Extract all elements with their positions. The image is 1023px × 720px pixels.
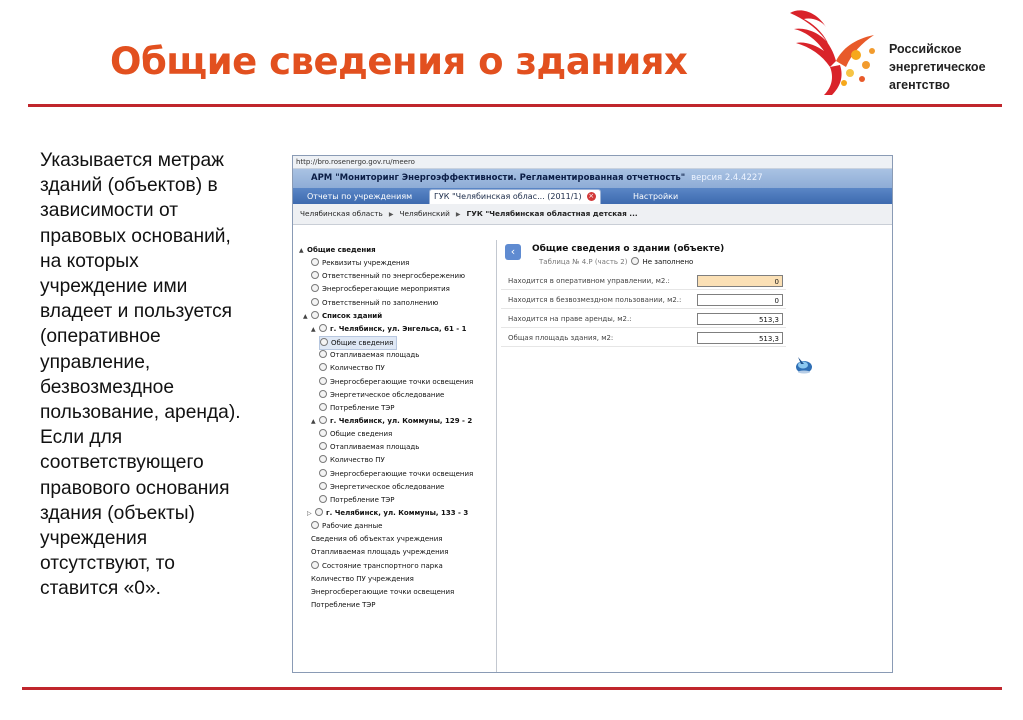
status-radio-icon	[315, 508, 323, 516]
status-radio-icon	[319, 324, 327, 332]
tree-item[interactable]	[311, 415, 472, 427]
status-radio-icon	[319, 455, 327, 463]
status-badge: Не заполнено	[642, 258, 694, 266]
tree-item-label: Энергосберегающие точки освещения	[330, 377, 474, 386]
field-label: Находится в безвозмездном пользовании, м2.:	[508, 296, 682, 304]
breadcrumb-item[interactable]: Челябинский	[399, 209, 450, 218]
tree-item-label: Энергосберегающие точки освещения	[330, 469, 474, 478]
status-radio-icon	[311, 284, 319, 292]
tree-item[interactable]	[307, 507, 468, 519]
tree-item-label: Потребление ТЭР	[330, 403, 395, 412]
tree-item[interactable]	[319, 454, 385, 466]
cursor-pin-icon	[795, 355, 813, 375]
breadcrumb-arrow-icon: ▶	[388, 211, 394, 218]
tree-item[interactable]	[311, 257, 409, 269]
tree-item-label: г. Челябинск, ул. Коммуны, 129 - 2	[330, 416, 473, 425]
logo-line: агентство	[889, 78, 950, 92]
breadcrumb-item[interactable]: Челябинская область	[300, 209, 383, 218]
field-row	[501, 312, 786, 328]
tree-item[interactable]	[311, 270, 465, 282]
tree-item-label: Ответственный по энергосбережению	[322, 272, 465, 281]
app-version: версия 2.4.4227	[691, 173, 763, 183]
logo-line: энергетическое	[889, 60, 986, 74]
tab-institution[interactable]	[429, 189, 601, 205]
description-line: отсутствуют, то	[40, 553, 175, 575]
tree-item-label: Количество ПУ	[330, 456, 385, 465]
tree-item-label: Отапливаемая площадь	[330, 351, 420, 360]
breadcrumb	[293, 204, 892, 225]
table-number: Таблица № 4.Р (часть 2)	[539, 258, 628, 266]
tree-item-label: Энергосберегающие мероприятия	[322, 285, 450, 294]
operational-management-field[interactable]: 0	[697, 275, 783, 287]
total-area-field[interactable]: 513,3	[697, 332, 783, 344]
tree-item[interactable]	[319, 481, 444, 493]
tree-item[interactable]	[319, 428, 392, 440]
field-row	[501, 331, 786, 347]
chevron-left-icon: ‹	[510, 245, 516, 258]
tree-item[interactable]	[319, 389, 444, 401]
status-radio-icon	[319, 429, 327, 437]
field-label: Находится в оперативном управлении, м2.:	[508, 277, 670, 285]
field-label: Общая площадь здания, м2:	[508, 334, 614, 342]
tree-item-label: Реквизиты учреждения	[322, 259, 410, 268]
tree-item[interactable]	[319, 362, 385, 374]
status-radio-icon	[311, 271, 319, 279]
row-divider	[501, 308, 786, 309]
logo-text	[889, 40, 986, 94]
expand-arrow-icon[interactable]: ▲	[303, 312, 308, 320]
tree-item[interactable]	[319, 376, 473, 388]
tree-item[interactable]	[311, 573, 414, 585]
tab-label: Отчеты по учреждениям	[307, 192, 413, 201]
status-radio-icon	[319, 469, 327, 477]
status-radio-icon	[311, 258, 319, 266]
tree-item[interactable]	[311, 586, 454, 598]
tree-item-label: г. Челябинск, ул. Коммуны, 133 - 3	[326, 509, 469, 517]
description-line: (оперативное	[40, 326, 161, 348]
logo	[782, 5, 1022, 97]
description-line: учреждение ими	[40, 276, 188, 298]
bird-logo-icon	[782, 5, 887, 97]
panel-title: Общие сведения о здании (объекте)	[532, 244, 725, 254]
back-button[interactable]	[505, 244, 521, 260]
breadcrumb-item-current[interactable]: ГУК "Челябинская областная детская ...	[466, 209, 638, 218]
description-line: на которых	[40, 250, 139, 272]
tree-item[interactable]	[319, 468, 473, 480]
tree-item[interactable]	[299, 244, 376, 256]
description-line: ставится «0».	[40, 578, 161, 600]
tree-item-label: Общие сведения	[330, 430, 393, 439]
status-radio-icon	[319, 442, 327, 450]
status-radio-icon	[319, 482, 327, 490]
app-title-text: АРМ "Мониторинг Энергоэффективности. Регламентированная отчетность"	[311, 173, 686, 183]
description-line: зависимости от	[40, 200, 179, 222]
breadcrumb-arrow-icon: ▶	[455, 211, 461, 218]
tree-item-label: Список зданий	[322, 311, 383, 320]
description-line: управление,	[40, 351, 151, 373]
status-radio-icon	[311, 298, 319, 306]
tree-item-label: Сведения об объектах учреждения	[311, 535, 443, 544]
tree-item[interactable]	[319, 441, 419, 453]
tab-reports[interactable]	[303, 190, 416, 204]
expand-arrow-icon[interactable]: ▲	[311, 325, 316, 333]
collapse-arrow-icon[interactable]: ▷	[307, 510, 312, 517]
status-radio-icon	[319, 350, 327, 358]
tree-item[interactable]	[319, 402, 395, 414]
description-line: правовых оснований,	[40, 225, 231, 247]
lease-field[interactable]: 513,3	[697, 313, 783, 325]
expand-arrow-icon[interactable]: ▲	[299, 247, 304, 254]
tree-item[interactable]	[311, 533, 443, 545]
tree-item-label: Ответственный по заполнению	[322, 298, 439, 307]
description-line: здания (объекты)	[40, 502, 195, 524]
description-line: Указывается метраж	[40, 150, 224, 171]
description-line: безвозмездное	[40, 376, 175, 398]
tree-item[interactable]	[311, 599, 376, 611]
status-radio-icon	[311, 521, 319, 529]
tree-item-label: Рабочие данные	[322, 522, 383, 531]
description-text	[40, 148, 290, 602]
description-line: зданий (объектов) в	[40, 175, 218, 197]
field-label: Находится на праве аренды, м2.:	[508, 315, 632, 323]
tree-item-label: Энергетическое обследование	[330, 390, 445, 399]
tree-item[interactable]	[319, 336, 397, 350]
footer-divider	[22, 687, 1002, 690]
expand-arrow-icon[interactable]: ▲	[311, 417, 316, 425]
status-radio-icon	[319, 377, 327, 385]
logo-line: Российское	[889, 42, 962, 56]
description-line: правового основания	[40, 477, 230, 499]
tree-item[interactable]	[311, 560, 443, 572]
tab-label: Настройки	[633, 192, 679, 201]
details-panel	[497, 240, 892, 672]
tree-item-label: Общие сведения	[331, 339, 394, 348]
tree-item[interactable]	[311, 546, 448, 558]
app-header	[293, 169, 892, 188]
tree-item[interactable]	[319, 494, 395, 506]
description-line: Если для	[40, 427, 123, 449]
status-radio-icon	[311, 311, 319, 319]
status-radio-icon	[319, 363, 327, 371]
tree-item[interactable]	[319, 349, 419, 361]
field-row	[501, 274, 786, 290]
tab-label: ГУК "Челябинская облас... (2011/1)	[434, 192, 582, 201]
tree-item-label: Отапливаемая площадь учреждения	[311, 548, 449, 557]
tree-item-label: Потребление ТЭР	[330, 495, 395, 504]
tree-item[interactable]	[311, 297, 438, 309]
tree-item-label: Энергетическое обследование	[330, 482, 445, 491]
tab-bar	[293, 188, 892, 204]
tree-item[interactable]	[311, 520, 382, 532]
tree-item-label: Отапливаемая площадь	[330, 443, 420, 452]
url-bar[interactable]: http://bro.rosenergo.gov.ru/meero	[293, 156, 892, 169]
row-divider	[501, 289, 786, 290]
tree-item-label: Состояние транспортного парка	[322, 561, 443, 570]
tree-item-label: Количество ПУ	[330, 364, 385, 373]
tree-item-label: Энергосберегающие точки освещения	[311, 587, 455, 596]
app-title	[311, 173, 763, 183]
free-use-field[interactable]: 0	[697, 294, 783, 306]
tree-item-label: Количество ПУ учреждения	[311, 574, 414, 583]
tree-item-label: Потребление ТЭР	[311, 601, 376, 610]
description-line: владеет и пользуется	[40, 301, 233, 323]
description-line: учреждения	[40, 528, 148, 550]
status-radio-icon	[311, 561, 319, 569]
tab-settings[interactable]	[629, 190, 682, 204]
app-screenshot	[292, 155, 893, 673]
row-divider	[501, 346, 786, 347]
status-radio-icon	[319, 403, 327, 411]
tree-item-label: Общие сведения	[307, 246, 376, 254]
status-radio-icon	[320, 338, 328, 346]
slide-title: Общие сведения о зданиях	[110, 40, 688, 83]
close-tab-icon[interactable]: ×	[588, 192, 595, 200]
status-radio-icon	[319, 416, 327, 424]
tree-item[interactable]	[311, 323, 466, 335]
tree-item-label: г. Челябинск, ул. Энгельса, 61 - 1	[330, 324, 467, 333]
title-divider	[28, 104, 1002, 107]
description-line: пользование, аренда).	[40, 402, 241, 424]
status-radio-icon	[631, 257, 639, 265]
navigation-tree	[293, 240, 497, 672]
status-radio-icon	[319, 495, 327, 503]
description-line: соответствующего	[40, 452, 204, 474]
tree-item[interactable]	[311, 283, 450, 295]
tree-item[interactable]	[303, 310, 382, 322]
panel-subtitle	[539, 258, 693, 266]
row-divider	[501, 327, 786, 328]
status-radio-icon	[319, 390, 327, 398]
field-row	[501, 293, 786, 309]
